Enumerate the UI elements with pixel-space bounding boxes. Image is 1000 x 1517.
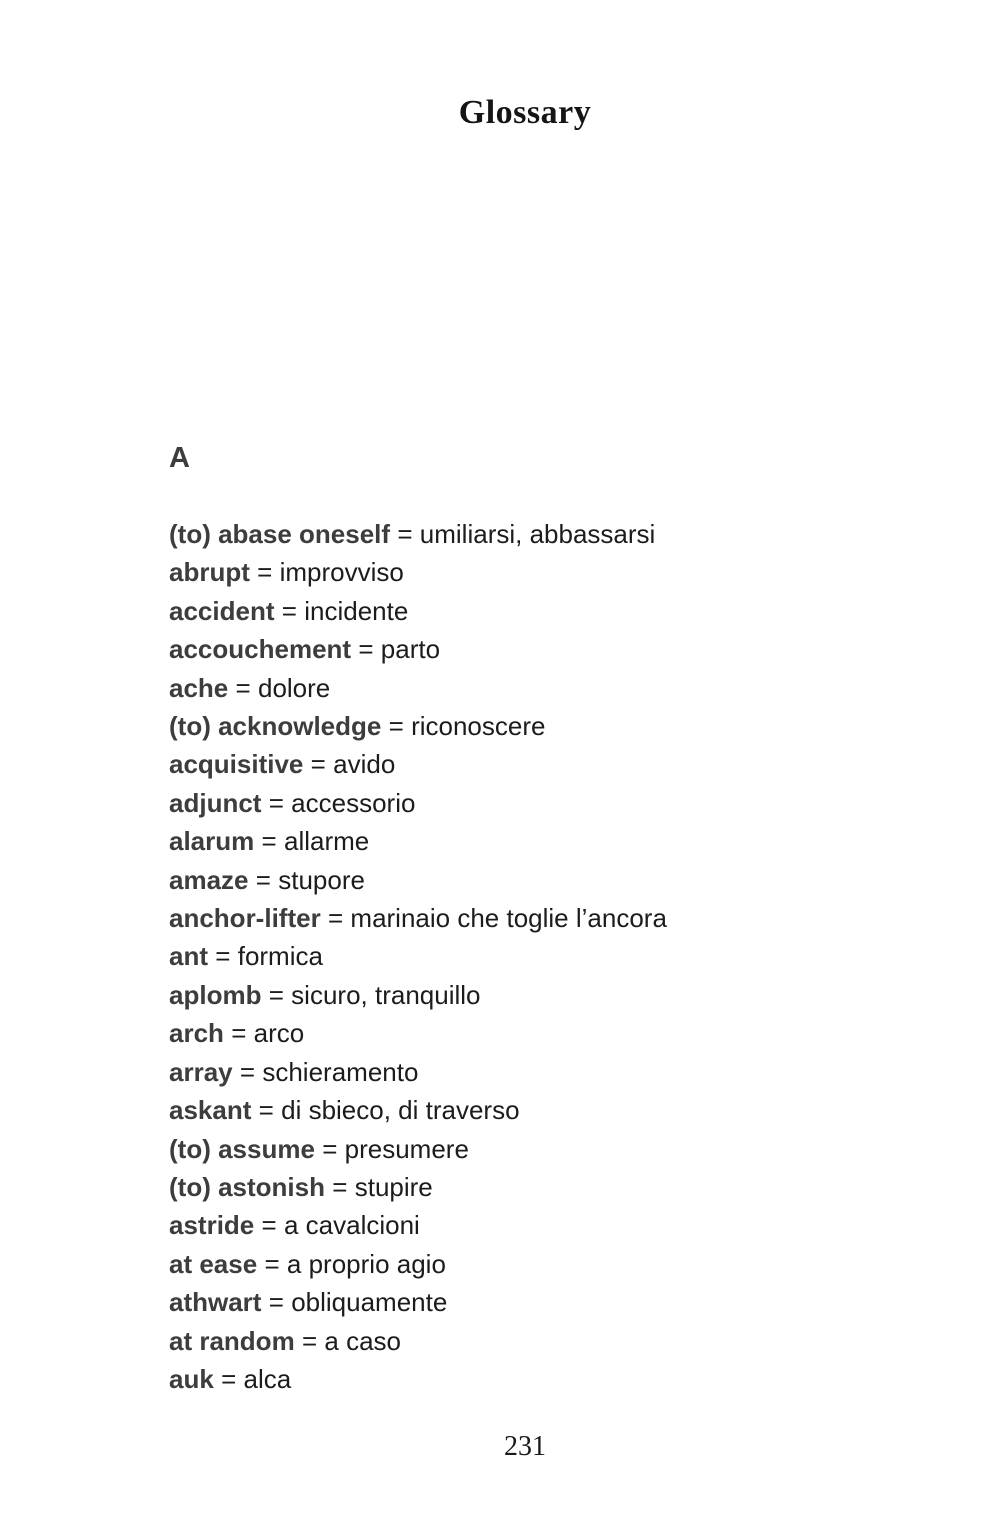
entry-definition: accessorio (291, 787, 416, 818)
glossary-entry (169, 1206, 869, 1244)
entry-separator: = (235, 672, 251, 703)
entry-separator: = (322, 1133, 338, 1164)
glossary-entry (169, 1053, 869, 1091)
glossary-entry (169, 1091, 869, 1129)
entry-separator: = (257, 557, 273, 588)
entry-separator: = (261, 1210, 277, 1241)
glossary-entry (169, 1245, 869, 1283)
glossary-entry (169, 976, 869, 1014)
entry-definition: dolore (257, 672, 331, 703)
entry-definition: parto (380, 634, 441, 665)
entry-term: anchor-lifter (169, 903, 321, 934)
glossary-entry (169, 937, 869, 975)
entry-separator: = (301, 1325, 318, 1356)
entry-definition: presumere (344, 1133, 469, 1164)
entry-separator: = (388, 711, 404, 742)
entry-separator: = (397, 519, 413, 549)
entry-separator: = (332, 1171, 348, 1202)
entry-term: athwart (169, 1287, 262, 1318)
entry-term: (to) abase oneself (169, 519, 391, 549)
entry-separator: = (255, 864, 271, 895)
entry-term: arch (169, 1018, 224, 1049)
entry-definition: improvviso (279, 557, 404, 588)
entry-definition: umiliarsi, abbassarsi (419, 519, 656, 549)
entry-term: amaze (169, 864, 249, 895)
glossary-entry (169, 630, 869, 668)
glossary-entry (169, 1168, 869, 1206)
glossary-entry (169, 553, 869, 591)
glossary-entry (169, 1283, 869, 1321)
entry-separator: = (231, 1018, 247, 1049)
entry-term: astride (169, 1210, 255, 1241)
entry-term: ache (169, 672, 229, 703)
entry-term: adjunct (169, 787, 262, 818)
entry-definition: di sbieco, di traverso (281, 1095, 520, 1126)
entry-definition: formica (237, 941, 323, 972)
section-letter-a: A (169, 442, 190, 474)
entry-term: alarum (169, 826, 255, 857)
entry-term: askant (169, 1095, 252, 1126)
glossary-entry (169, 1130, 869, 1168)
entry-term: (to) astonish (169, 1171, 325, 1202)
entry-separator: = (268, 787, 284, 818)
entry-definition: incidente (304, 595, 409, 626)
entry-definition: marinaio che toglie l’ancora (350, 903, 667, 934)
glossary-entry (169, 1014, 869, 1052)
entry-definition: allarme (283, 826, 370, 857)
page-number: 231 (504, 1431, 546, 1462)
entry-definition: schieramento (262, 1056, 419, 1087)
entry-separator: = (258, 1095, 274, 1126)
entry-separator: = (310, 749, 326, 780)
glossary-entry (169, 515, 869, 553)
entry-definition: a caso (324, 1325, 402, 1356)
entry-term: aplomb (169, 979, 262, 1010)
entry-definition: avido (333, 749, 396, 780)
glossary-entry (169, 861, 869, 899)
glossary-entry (169, 1360, 869, 1398)
entry-term: acquisitive (169, 749, 304, 780)
entry-term: (to) acknowledge (169, 711, 382, 742)
glossary-entry (169, 822, 869, 860)
entry-separator: = (261, 826, 277, 857)
entry-term: at random (169, 1325, 295, 1356)
glossary-entry (169, 899, 869, 937)
entry-definition: arco (253, 1018, 305, 1049)
entry-term: abrupt (169, 557, 250, 588)
entry-separator: = (215, 941, 231, 972)
entry-separator: = (264, 1248, 280, 1279)
entry-definition: obliquamente (291, 1287, 448, 1318)
entry-separator: = (239, 1056, 256, 1087)
entry-term: ant (169, 941, 208, 972)
entry-definition: alca (243, 1363, 292, 1394)
entry-separator: = (268, 1287, 284, 1318)
entry-definition: riconoscere (411, 711, 546, 742)
entry-term: at ease (169, 1248, 258, 1279)
glossary-entry (169, 669, 869, 707)
entry-term: accouchement (169, 634, 352, 665)
entry-term: accident (169, 595, 275, 626)
entry-separator: = (281, 595, 297, 626)
entry-definition: stupore (278, 864, 365, 895)
entry-term: array (169, 1056, 233, 1087)
entry-separator: = (221, 1363, 237, 1394)
entry-definition: a cavalcioni (283, 1210, 420, 1241)
glossary-entry (169, 745, 869, 783)
glossary-entry (169, 1322, 869, 1360)
glossary-entry (169, 784, 869, 822)
entry-definition: stupire (354, 1171, 433, 1202)
entry-definition: sicuro, tranquillo (291, 979, 481, 1010)
glossary-entries-list (169, 515, 869, 1398)
entry-definition: a proprio agio (286, 1248, 446, 1279)
entry-term: (to) assume (169, 1133, 315, 1164)
entry-term: auk (169, 1363, 214, 1394)
glossary-entry (169, 707, 869, 745)
page-title: Glossary (458, 94, 592, 131)
entry-separator: = (327, 903, 344, 934)
entry-separator: = (268, 979, 284, 1010)
entry-separator: = (358, 634, 374, 665)
glossary-entry (169, 592, 869, 630)
